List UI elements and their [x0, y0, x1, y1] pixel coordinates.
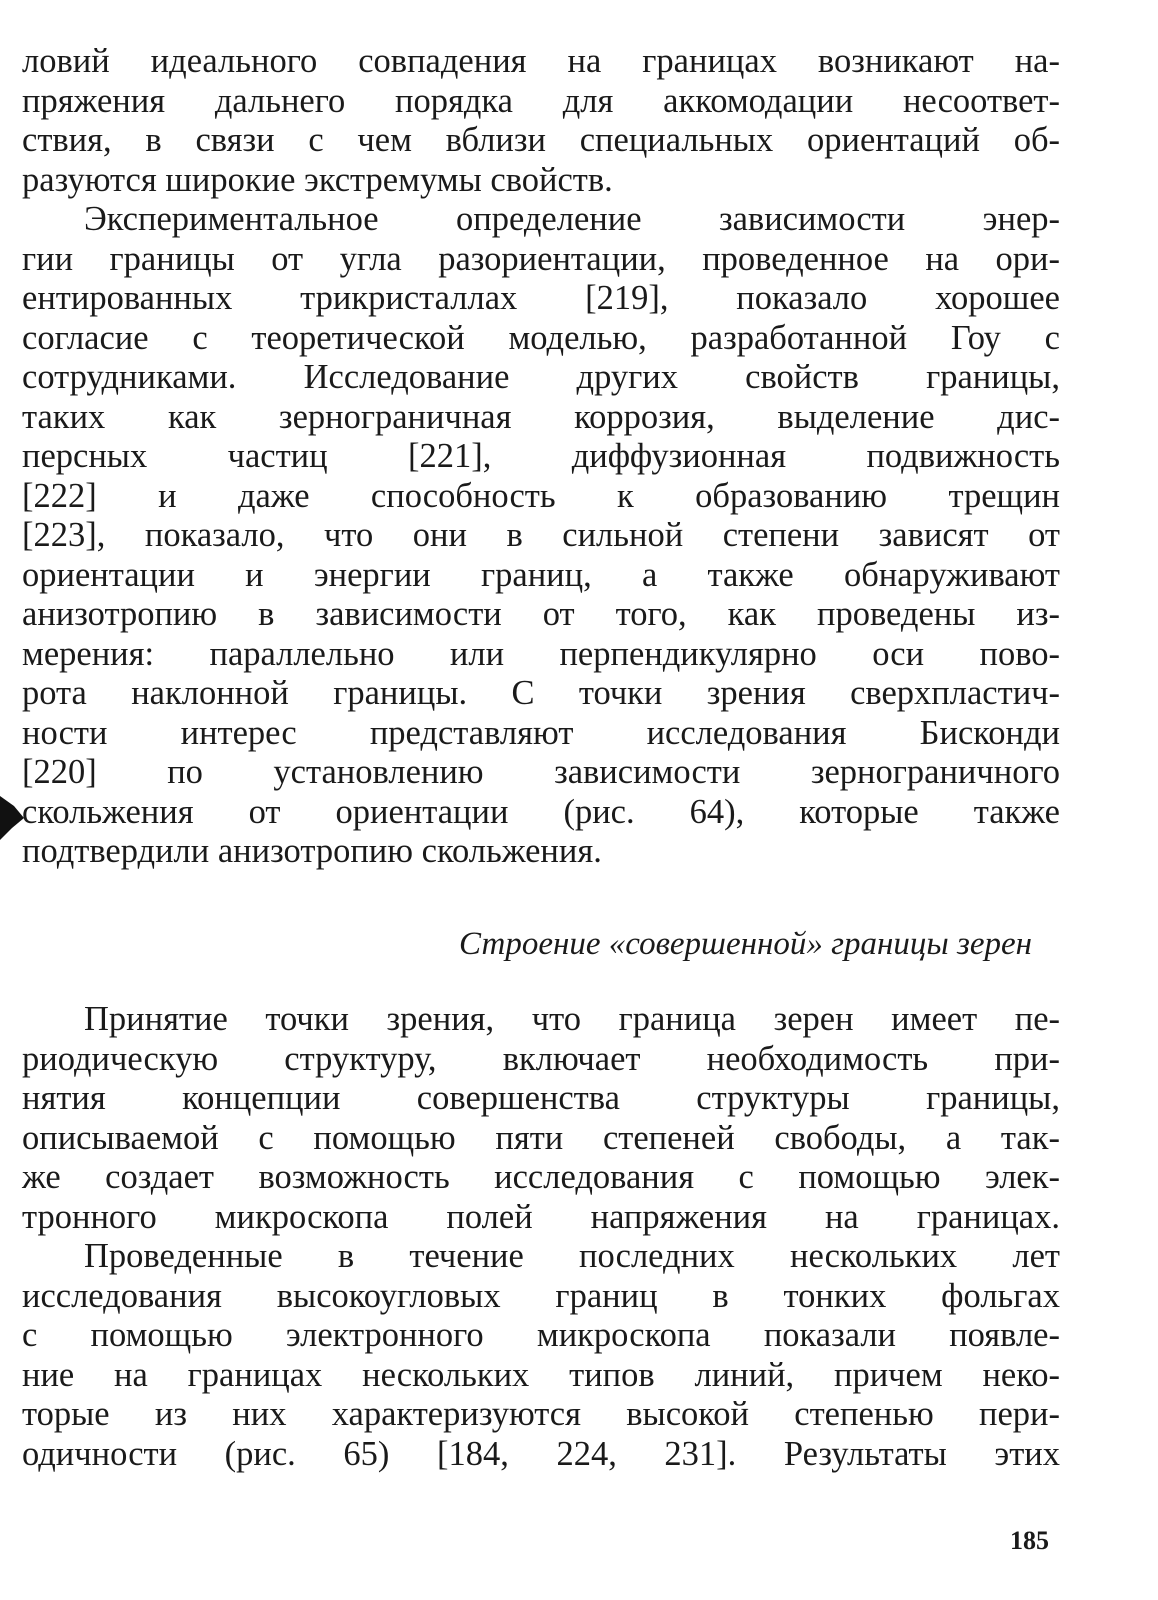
text-line: одичности (рис. 65) [184, 224, 231]. Результаты этих [22, 1434, 1060, 1473]
text-line: рота наклонной границы. С точки зрения сверхпластич- [22, 674, 1060, 712]
text-line: [220] по установлению зависимости зернограничного [22, 753, 1060, 791]
page-number: 185 [1010, 1526, 1049, 1555]
text-line: скольжения от ориентации (рис. 64), которые также [22, 792, 1060, 831]
text-line: [223], показало, что они в сильной степени зависят от [22, 516, 1060, 554]
text-line: тронного микроскопа полей напряжения на границах. [22, 1197, 1060, 1236]
paragraph-continued [22, 42, 1060, 200]
text-line: нятия концепции совершенства структуры границы, [22, 1079, 1060, 1117]
text-line: ние на границах нескольких типов линий, причем неко- [22, 1355, 1060, 1394]
text-line: сотрудниками. Исследование других свойств границы, [22, 358, 1060, 396]
paragraph-perfect-boundary [22, 1000, 1060, 1474]
text-line: с помощью электронного микроскопа показали появле- [22, 1316, 1060, 1354]
text-line: мерения: параллельно или перпендикулярно оси пово- [22, 634, 1060, 673]
text-line: подтвердили анизотропию скольжения. [22, 832, 602, 870]
text-line: разуются широкие экстремумы свойств. [22, 160, 613, 199]
text-line: Экспериментальное определение зависимости энер- [84, 200, 1060, 238]
text-line: анизотропию в зависимости от того, как проведены из- [22, 595, 1060, 633]
text-line: описываемой с помощью пяти степеней свободы, а так- [22, 1118, 1060, 1157]
text-line: таких как зернограничная коррозия, выделение дис- [22, 397, 1060, 436]
text-line: Принятие точки зрения, что граница зерен имеет пе- [84, 1000, 1060, 1038]
paragraph-experimental-determination [22, 200, 1060, 872]
text-line: ности интерес представляют исследования Бисконди [22, 713, 1060, 752]
text-line: исследования высокоугловых границ в тонких фольгах [22, 1276, 1060, 1315]
section-heading: Строение «совершенной» границы зерен [459, 926, 1032, 962]
text-line: же создает возможность исследования с помощью элек- [22, 1158, 1060, 1196]
text-line: [222] и даже способность к образованию трещин [22, 476, 1060, 515]
text-line: пряжения дальнего порядка для аккомодации несоответ- [22, 81, 1060, 120]
text-line: риодическую структуру, включает необходимость при- [22, 1039, 1060, 1078]
text-line: гии границы от угла разориентации, проведенное на ори- [22, 239, 1060, 278]
text-line: согласие с теоретической моделью, разработанной Гоу с [22, 318, 1060, 357]
text-line: ловий идеального совпадения на границах возникают на- [22, 42, 1060, 80]
text-line: ентированных трикристаллах [219], показало хорошее [22, 279, 1060, 317]
text-line: торые из них характеризуются высокой степенью пери- [22, 1395, 1060, 1433]
text-line: ориентации и энергии границ, а также обнаруживают [22, 555, 1060, 594]
text-line: персных частиц [221], диффузионная подвижность [22, 437, 1060, 475]
text-line: ствия, в связи с чем вблизи специальных ориентаций об- [22, 121, 1060, 159]
text-line: Проведенные в течение последних нескольких лет [84, 1237, 1060, 1275]
